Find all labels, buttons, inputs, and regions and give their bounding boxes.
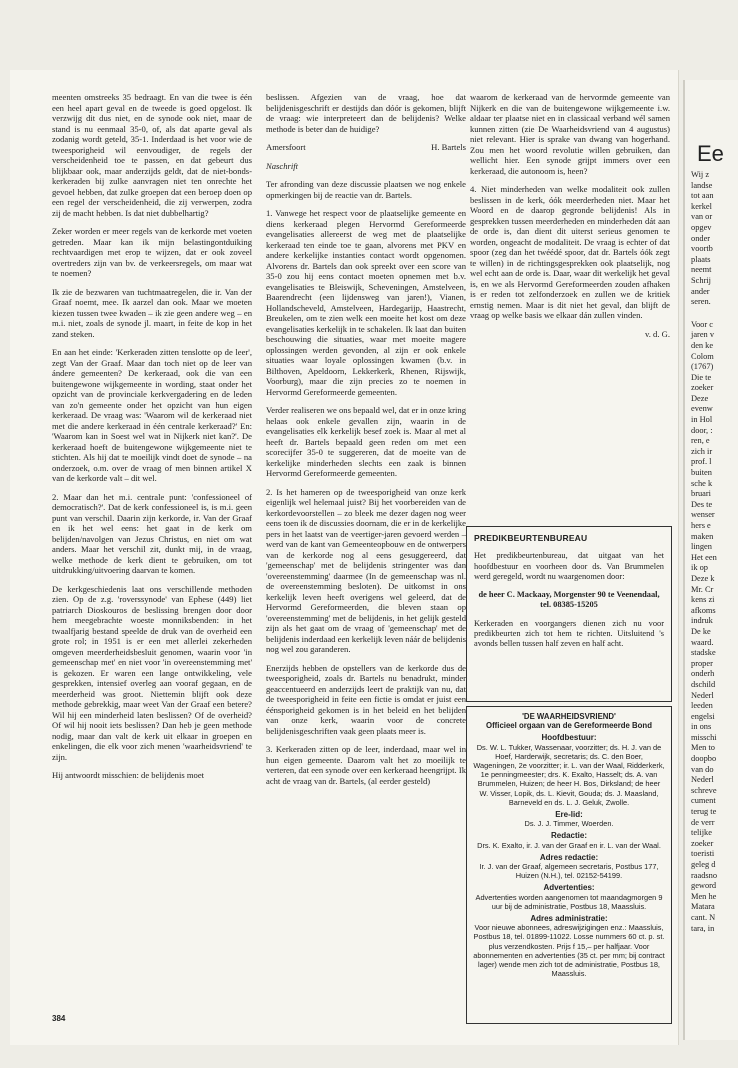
next-page-line: telijke bbox=[691, 828, 712, 838]
paragraph: Zeker worden er meer regels van de kerkorde met voeten getreden. Maar kan ik mijn belastingontduiking rechtvaardigen met erop te wijzen, dat er ook zoveel overtreders zijn van bv. de verkeersregels, om maar wat te noemen? bbox=[52, 226, 252, 278]
next-page-line: Mr. Cr bbox=[691, 584, 714, 594]
next-page-line: zich ir bbox=[691, 446, 713, 456]
next-page-line: bruari bbox=[691, 489, 711, 499]
next-page-line: voortb bbox=[691, 244, 713, 254]
section-heading: Naschrift bbox=[266, 160, 298, 171]
box-address: de heer C. Mackaay, Morgenster 90 te Veenendaal, tel. 08385-15205 bbox=[478, 590, 660, 610]
next-page-line: door, : bbox=[691, 425, 713, 435]
next-page-line: terug te bbox=[691, 807, 717, 817]
colofon-text: Ds. W. L. Tukker, Wassenaar, voorzitter; ds. H. J. van de Hoef, Harderwijk, secretaris; ds. C. den Boer, Wageningen, 2e voorzitter; ir. L. van der Waal, Ridderkerk, 1e penningmeester; drs. K. Exalto, Hasselt; ds. A. van Brummelen, Huizen; de heer H. Bos, Dirksland; de heer W. Visser, Lopik, ds. L. Kievit, Gouda; ds. J. Maasland, Barneveld en ds. L. J. Geluk, Zwolle. bbox=[473, 742, 665, 807]
next-page-heading: Ee bbox=[697, 141, 724, 166]
next-page-line: schreve bbox=[691, 785, 717, 795]
colofon-text: Voor nieuwe abonnees, adreswijzigingen enz.: Maassluis, Postbus 18, tel. 01899-11022. Losse nummers 60 ct. p. st. plus verzendkosten. Prijs f 15,– per halfjaar. Voor abonnementen en advertenties (35 ct. per mm; bij contract lager) wende men zich tot de administratie, Postbus 18, Maassluis. bbox=[473, 923, 665, 979]
paragraph: 2. Maar dan het m.i. centrale punt: 'confessioneel of democratisch?'. Dat de kerk confessioneel is, is m.i. geen punt van verschil. Daarin zijn kerkorde, ir. Van der Graaf en ik het wel eens: het gaat in de kerk om belijden/navolgen van Jezus Christus, en niet om wat anders. Maar het verschil zit, dunkt mij, in de vraag, welke methode de kerk dient te gebruiken, om tot uitdrukking/uitvoering daarvan te komen. bbox=[52, 491, 252, 575]
next-page-line: Men to bbox=[691, 743, 715, 753]
next-page-line: cant. N bbox=[691, 912, 716, 922]
next-page-line: de verr bbox=[691, 817, 715, 827]
next-page-line: geleg d bbox=[691, 860, 716, 869]
column-2 bbox=[266, 92, 466, 794]
next-page-text bbox=[691, 80, 724, 934]
next-page-line: zoeker bbox=[691, 383, 714, 393]
colofon-subtitle: Officieel orgaan van de Gereformeerde Bond bbox=[486, 721, 652, 731]
next-page-line: van or bbox=[691, 212, 713, 222]
next-page-line: waard. bbox=[691, 637, 714, 647]
next-page-line: onderh bbox=[691, 669, 715, 679]
next-page-line: neemt bbox=[691, 265, 712, 275]
paragraph: Ik zie de bezwaren van tuchtmaatregelen, die ir. Van der Graaf noemt, mee. Ik aarzel dan ook. Maar we moeten kiezen tussen twee kwaden – ik zie geen andere weg – en m.i. niet, zoals de synode jl. maart, in feite de kop in het zand steken. bbox=[52, 286, 252, 339]
next-page-line: leeden bbox=[691, 701, 713, 711]
next-page-line: tara, in bbox=[691, 923, 715, 933]
paragraph: En aan het einde: 'Kerkeraden zitten tenslotte op de leer', zegt Van der Graaf. Maar dan toch niet op de leer van ándere gemeenten? De kerkeraad, ook die van een buitengewone wijkgemeente in wording, staat onder het opzicht van de provinciale kerkvergadering en de leden van zo'n gemeente onder het opzicht van hun eigen kerkeraad. De vraag was: 'Waarom wil de kerkeraad niet met die andere kerkeraad in één centrale kerkeraad?' En: 'Waarom kan in Soest wel wat in Nijkerk niet kan?'. De kerkeraad hoeft de buitengewone wijkgemeente niet te stichten. Als hij dat te moeilijk vindt doet de synode – na onderzoek, o.m. over de vraag of men binnen artikel X van de kerkorde valt – dit wel. bbox=[52, 347, 252, 483]
colofon-box bbox=[466, 706, 672, 1024]
next-page-line: proper bbox=[691, 658, 713, 668]
paragraph: Verder realiseren we ons bepaald wel, dat er in onze kring helaas ook enkele gevallen zijn, waarin in de evangelisaties elk kerkelijk besef zoek is. Maar al met al heeft dr. Bartels bepaald geen reden om met een scorecijfer 35-0 te suggereren, dat de moeite van de kerkelijke minderheden slechts een zaak is binnen Hervormd Gereformeerde gemeenten. bbox=[266, 405, 466, 478]
next-page-line: maken bbox=[691, 531, 714, 541]
next-page-line: indruk bbox=[691, 616, 713, 626]
column-3 bbox=[470, 92, 670, 347]
predikbeurtenbureau-box bbox=[466, 526, 672, 702]
next-page-line: (1767) bbox=[691, 362, 714, 372]
next-page-line: hers e bbox=[691, 521, 711, 530]
colofon-text: Ir. J. van der Graaf, algemeen secretaris, Postbus 177, Huizen (N.H.), tel. 02152-54199. bbox=[479, 862, 659, 881]
next-page-line: Die te bbox=[691, 372, 712, 382]
next-page-line: Schrij bbox=[691, 275, 712, 285]
next-page-line: sche k bbox=[691, 478, 713, 488]
box-note: Kerkeraden en voorgangers dienen zich nu voor predikbeurten zich tot hem te richten. Uitsluitend 's avonds bellen tussen half zeven en half acht. bbox=[474, 618, 664, 649]
next-page-line: afkoms bbox=[691, 605, 716, 615]
next-page-line: ren, e bbox=[691, 436, 710, 446]
paragraph: waarom de kerkeraad van de hervormde gemeente van Nijkerk en die van de buitengewone wijkgemeente i.w. aldaar ter plaatse niet en in classicaal verband wél samen kunnen zitten (zie De Waarheidsvriend van 4 augustus) niet relevant. Hier is sprake van dwang van hogerhand. Zou men het woord revolutie willen gebruiken, dan wellicht hier. Een synode grijpt immers over een kerkeraad, die autonoom is, heen? bbox=[470, 92, 670, 176]
next-page-line: De ke bbox=[691, 626, 711, 636]
next-page-line: Voor c bbox=[691, 319, 713, 329]
next-page-line: buiten bbox=[691, 468, 712, 478]
next-page-lines-b bbox=[691, 320, 724, 934]
next-page-line: plaats bbox=[691, 254, 711, 264]
next-page-line: in ons bbox=[691, 722, 712, 732]
colofon-heading: Redactie: bbox=[550, 831, 587, 841]
next-page-line: Matara bbox=[691, 902, 715, 912]
paragraph: Enerzijds hebben de opstellers van de kerkorde dus de tweesporigheid, zoals dr. Bartels nu benadrukt, minder geaccentueerd en anderzijds leert de praktijk van nu, dat de tweesporigheid in feite een fictie is omdat er juist een éénsporigheid gekomen is in het beleid en het belijden van onze kerk, waarin voor de concrete belijdenisgeschriften vaak geen plaats meer is. bbox=[266, 662, 466, 736]
paragraph: Hij antwoordt misschien: de belijdenis moet bbox=[52, 770, 205, 780]
colofon-text: Drs. K. Exalto, ir. J. van der Graaf en ir. L. van der Waal. bbox=[477, 840, 661, 850]
paragraph: Ter afronding van deze discussie plaatsen we nog enkele opmerkingen bij de reactie van dr. Bartels. bbox=[266, 179, 466, 200]
signature-author: H. Bartels bbox=[431, 142, 466, 152]
paragraph: meenten omstreeks 35 bedraagt. En van die twee is één een heel apart geval en de tweede is goed opgelost. Ik verzwijg dit dus niet, en de synode ook niet, maar de stand is nu eenmaal 35-0, of, als dat aparte geval als zodanig wordt geteld, 35-1. Inderdaad is het voor wie de tweesporigheid wil eenvoudiger, de regels der verscheidenheid toe te passen, en dat gebeurt dus blijkbaar ook, maar anderzijds geldt, dat de niet-bonds-kerkeraden bij zulke aanvragen niet ten onrechte het gevoel hebben, dat zulke groepen dat een beroep doen op een regel der verscheidenheid, die zij verwerpen, zodra zij de macht hebben. Is dat niet dubbelhartig? bbox=[52, 92, 252, 218]
next-page-line: jaren v bbox=[691, 330, 715, 340]
next-page-line: stadske bbox=[691, 648, 716, 658]
next-page-line: cument bbox=[691, 796, 716, 806]
next-page-line: misschi bbox=[691, 732, 717, 742]
next-page-line: Het een bbox=[691, 552, 717, 562]
next-page-line: Wij z bbox=[691, 170, 710, 179]
next-page-line: Deze bbox=[691, 393, 709, 403]
column-1 bbox=[52, 92, 252, 789]
next-page-line: ik op bbox=[691, 563, 708, 573]
paragraph: beslissen. Afgezien van de vraag, hoe dat belijdenisgeschrift er destijds dan dóór is gekomen, blijft de vraag: wie interpreteert dan de belijdenis? Welke methode is beter dan de huidige? bbox=[266, 92, 466, 134]
next-page-line: onder bbox=[691, 233, 711, 243]
next-page-line: engelsi bbox=[691, 711, 715, 721]
colofon-heading: Adres redactie: bbox=[539, 852, 599, 862]
paragraph: 1. Vanwege het respect voor de plaatselijke gemeente en diens kerkeraad plegen Hervormd Gereformeerde evangelisaties allereerst de weg met de plaatselijke kerkeraad ten einde toe te gaan, alvorens met PKV en andere kerkelijke instanties contact wordt opgenomen. Alvorens dr. Bartels dan ook spreekt over een score van 35-0 zou hij eens contact moeten opnemen met b.v. evangelisaties te Bleiswijk, Scheveningen, Amstelveen, Baarendrecht (een lijdensweg van jaren!), Vianen, Hollandscheveld, Amstelveen, Hardegarijp, Haastrecht, Breukelen, om te zien welk een moeite het kost om deze evangelisaties kerkelijk in te schakelen. Ik laat dan buiten beschouwing die situaties, waar met moeite magere oplossingen werden gevonden, al zijn er ook enkele situaties waar loyale oplossingen kwamen (b.v. in Bilthoven, Apeldoorn, Lekkerkerk, Rhenen, Rijswijk, Voorburg), maar die zijn precies zo te noemen in Hervormd Gereformeerde gemeenten. bbox=[266, 208, 466, 397]
next-page-line: tot aan bbox=[691, 191, 714, 201]
next-page-line: Nederl bbox=[691, 690, 714, 700]
next-page-line: Nederl bbox=[691, 775, 714, 785]
next-page-line: wenser bbox=[691, 510, 715, 520]
next-page-line: kens zi bbox=[691, 595, 715, 605]
colofon-heading: Adres administratie: bbox=[530, 914, 608, 924]
paragraph: De kerkgeschiedenis laat ons verschillende methoden zien. Op de z.g. 'roverssynode' van Ephese (449) liet patriarch Dioskouros de beslissing brengen door door hem meegebrachte woeste monniksbenden: in het twaalfjarig bestand speelde de druk van de overheid een grote rol; in 1951 is er een met allerlei zekerheden omgeven meerderheidsbesluit genomen, waarin voor 'in gemeenschap met' en niet voor 'in overeenstemming met' is gekozen. Er waren een lange ontwikkeling, vele gesprekken, intensief overleg aan vooraf gegaan, en de meerderheid was groot. Niettemin blijft ook deze methode gebrekkig, maar weet Van der Graaf een betere? Wil hij een minderheid laten beslissen? Of de overheid? Of wil hij nooit iets beslissen? Dan heb je geen methode nodig, maar dan valt de kerk uit elkaar in groepen en enkelingen, die elk voor zich menen 'waarheidsvriend' te zijn. bbox=[52, 583, 252, 762]
page-number: 384 bbox=[52, 1014, 66, 1023]
next-page-lines-a bbox=[691, 170, 724, 308]
colofon-title: 'DE WAARHEIDSVRIEND' bbox=[522, 712, 616, 721]
next-page-line: opgev bbox=[691, 222, 712, 232]
next-page-line: dschild bbox=[691, 679, 716, 689]
next-page-line: den ke bbox=[691, 340, 714, 350]
box-title: PREDIKBEURTENBUREAU bbox=[474, 533, 588, 543]
next-page-line: evenw bbox=[691, 404, 713, 414]
next-page-line: seren. bbox=[691, 297, 711, 307]
colofon-heading: Advertenties: bbox=[543, 883, 595, 893]
signature-place: Amersfoort bbox=[266, 142, 306, 152]
next-page-line: landse bbox=[691, 180, 713, 190]
colofon-heading: Hoofdbestuur: bbox=[541, 733, 597, 743]
colofon-heading: Ere-lid: bbox=[555, 810, 583, 820]
magazine-page bbox=[10, 70, 679, 1045]
next-page-line: kerkel bbox=[691, 201, 712, 211]
next-page-line: doopbo bbox=[691, 754, 717, 764]
colofon-text: Ds. J. J. Timmer, Woerden. bbox=[524, 819, 614, 829]
next-page-line: prof. l bbox=[691, 457, 712, 467]
next-page-line: Men he bbox=[691, 891, 717, 901]
signature-line bbox=[266, 142, 466, 153]
next-page-line: Deze k bbox=[691, 573, 715, 583]
next-page-line: lingen bbox=[691, 542, 712, 552]
next-page-line: in Hol bbox=[691, 415, 713, 425]
colofon-text: Advertenties worden aangenomen tot maandagmorgen 9 uur bij de administratie, Postbus 18, Maassluis. bbox=[475, 892, 663, 911]
next-page-line: raadsno bbox=[691, 870, 718, 880]
next-page-line: toeristi bbox=[691, 849, 715, 859]
next-page-line: zoeker bbox=[691, 838, 714, 848]
next-page-line: van do bbox=[691, 764, 714, 774]
paragraph: 2. Is het hameren op de tweesporigheid van onze kerk eigenlijk wel helemaal juist? Bij het voorbereiden van de kerkordevoorstellen – zo bleek me dezer dagen nog weer eens toen ik de discussies doornam, die er in de kerkelijke pers in het laatst van de veertiger-jaren gevoerd werden – werd van de kant van Gemeenteopbouw en de ontwerpers van de kerkorde nog al eens gesuggereerd, dat 'gemeenschap' met de belijdenis stringenter was dan 'overeenstemming' daarmee (In de gemeenschap was nl. de overeenstemming besloten). De uitkomst in ons kerkelijk leven heeft overigens wel geleerd, dat de Hervormd Gereformeerden, die bleven staan op 'overeenstemming' met de belijdenis, in het gelijk gesteld zijn als het gaat om de vraag of 'gemeenschap' met de belijdenis inderdaad een kerkelijk leven náár de belijdenis nog wel zou garanderen. bbox=[266, 486, 466, 654]
next-page-line: ander bbox=[691, 286, 710, 296]
paragraph: 4. Niet minderheden van welke modaliteit ook zullen beslissen in de kerk, óók meerderheden niet. Maar het Woord en de daarop gegronde belijdenis! Als in gesprekken tussen meerderheden en minderheden dát aan de orde is, dan dient dit uiterst serieus genomen te worden, ongeacht de modaliteit. De vraag is echter of dat spoor (zeg dan het twéédé spoor, dat dr. Bartels óók zegt te willen) in de richtingsgesprekken ook plaatselijk, nog wel echt aan de orde is. Daar, waar dit werkelijk het geval is, en we als Hervormd Gereformeerden zouden afhaken is er reden tot zelfonderzoek en zullen we de kritiek ernstig nemen. Maar is dit niet het geval, dan blijft de vraag op welke basis we elkaar dán zullen vinden. bbox=[470, 184, 670, 320]
signature-initials: v. d. G. bbox=[645, 328, 670, 339]
paragraph: 3. Kerkeraden zitten op de leer, inderdaad, maar wel in hun eigen gemeente. Daarom valt het zo moeilijk te verteren, dat een synode over een kerkeraad heengrijpt. Ik acht de vraag van dr. Bartels, (al eerder gesteld) bbox=[266, 744, 466, 786]
next-page-line: Des te bbox=[691, 499, 713, 509]
next-page-fragment bbox=[683, 80, 738, 1040]
next-page-line: geword bbox=[691, 881, 717, 891]
next-page-line: Colom bbox=[691, 351, 714, 361]
box-intro: Het predikbeurtenbureau, dat uitgaat van het hoofdbestuur en voorheen door ds. Van Brummelen werd geregeld, wordt nu waargenomen door: bbox=[474, 551, 664, 581]
